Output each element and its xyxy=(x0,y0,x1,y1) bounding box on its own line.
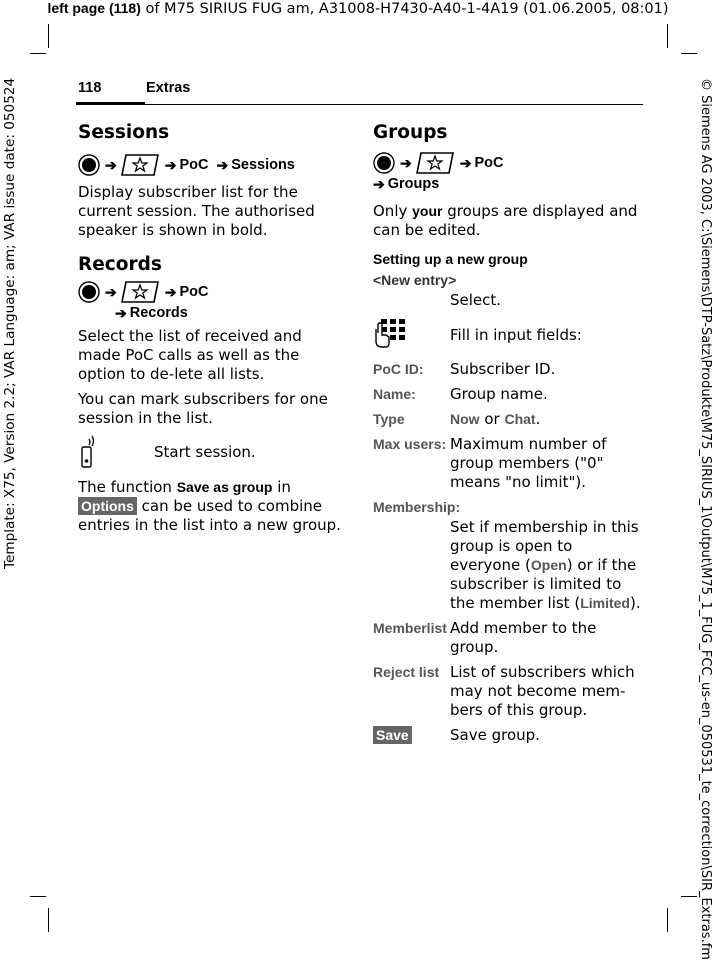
arrow-icon: ➔ xyxy=(164,283,177,300)
right-column xyxy=(373,122,643,745)
template-margin-text: Template: X75, Version 2.2; VAR Language: am; VAR issue date: 050524 xyxy=(2,77,18,569)
field-desc-name: Group name. xyxy=(450,385,548,403)
crop-mark xyxy=(667,908,668,932)
save-as-group-label: Save as group xyxy=(176,479,273,495)
call-key-text: Start session. xyxy=(154,442,256,461)
field-row-max-users xyxy=(373,435,643,492)
arrow-icon: ➔ xyxy=(115,304,127,321)
arrow-icon: ➔ xyxy=(216,156,229,173)
field-row-name xyxy=(373,385,643,404)
header-rule xyxy=(145,104,643,105)
field-desc-poc-id: Subscriber ID. xyxy=(450,360,556,378)
records-text-2: You can mark subscribers for one session in the list. xyxy=(78,390,328,427)
crop-mark xyxy=(681,896,697,897)
nav-groups: Groups xyxy=(387,175,440,192)
nav-poc: PoC xyxy=(179,156,209,173)
print-header-info: of M75 SIRIUS FUG am, A31008-H7430-A40-1-4A19 (01.06.2005, 08:01) xyxy=(140,1,669,17)
crop-mark xyxy=(30,53,46,54)
records-heading: Records xyxy=(78,254,162,275)
call-key-row xyxy=(78,434,343,470)
menu-star-icon xyxy=(415,151,455,175)
new-entry-label: <New entry> xyxy=(373,272,457,288)
field-row-save xyxy=(373,726,643,745)
field-row-poc-id xyxy=(373,360,643,379)
print-header xyxy=(0,0,716,17)
arrow-icon: ➔ xyxy=(105,283,117,300)
field-desc-save: Save group. xyxy=(450,726,540,744)
keypad-icon xyxy=(373,317,407,349)
arrow-icon: ➔ xyxy=(373,175,385,192)
template-margin-note xyxy=(0,24,22,569)
keypad-row xyxy=(373,318,643,352)
navigation-key-icon xyxy=(78,154,100,176)
copyright-margin-text: © Siemens AG 2003, C:\Siemens\DTP-Satz\Produkte\M75_SIRIUS_1\Output\M75_1_FUG_FCC_us-en_050531_te_correction\SIR_Extras.fm xyxy=(698,78,713,960)
save-as-group-text: The function Save as group in Options can be used to combine entries in the list into a new group. xyxy=(78,478,341,534)
header-rule-thick xyxy=(76,102,145,105)
navigation-key-icon xyxy=(78,281,100,303)
field-label-reject-list: Reject list xyxy=(373,664,440,680)
records-nav-path xyxy=(78,281,343,323)
groups-nav-path xyxy=(373,152,643,194)
section-title: Extras xyxy=(146,80,191,96)
sessions-text: Display subscriber list for the current session. The authorised speaker is shown in bold. xyxy=(78,183,315,239)
crop-mark xyxy=(48,908,49,932)
setup-group-heading: Setting up a new group xyxy=(373,251,528,267)
field-desc-memberlist: Add member to the group. xyxy=(450,619,597,656)
arrow-icon: ➔ xyxy=(105,156,117,173)
select-row xyxy=(373,291,643,310)
print-header-page: left page (118) xyxy=(47,0,141,16)
options-softkey: Options xyxy=(78,497,137,515)
call-key-icon xyxy=(78,435,154,469)
menu-star-icon xyxy=(120,280,160,304)
crop-mark xyxy=(681,53,697,54)
field-label-max-users: Max users: xyxy=(373,436,447,452)
field-desc-membership: Set if membership in this group is open to everyone (Open) or if the subscriber is limited to the member list (Limited). xyxy=(450,518,641,612)
field-row-type xyxy=(373,410,643,429)
arrow-icon: ➔ xyxy=(400,154,412,171)
sessions-heading: Sessions xyxy=(78,122,170,143)
field-desc-reject-list: List of subscribers which may not become mem-bers of this group. xyxy=(450,663,635,719)
nav-sessions: Sessions xyxy=(231,156,295,173)
field-label-memberlist: Memberlist xyxy=(373,620,447,636)
field-row-memberlist xyxy=(373,619,643,657)
navigation-key-icon xyxy=(373,152,395,174)
arrow-icon: ➔ xyxy=(459,154,472,171)
arrow-icon: ➔ xyxy=(164,156,177,173)
save-softkey: Save xyxy=(373,726,412,744)
crop-mark xyxy=(48,24,49,48)
groups-intro-emphasis: your xyxy=(412,203,443,219)
field-row-membership xyxy=(373,518,643,613)
menu-star-icon xyxy=(120,153,160,177)
field-desc-max-users: Maximum number of group members ("0" means "no limit"). xyxy=(450,435,607,491)
field-label-membership: Membership: xyxy=(373,499,461,515)
fill-fields-text: Fill in input fields: xyxy=(450,325,582,344)
sessions-nav-path xyxy=(78,152,343,178)
field-label-poc-id: PoC ID: xyxy=(373,361,424,377)
records-text-1: Select the list of received and made PoC calls as well as the option to de-lete all lists. xyxy=(78,327,302,383)
nav-records: Records xyxy=(129,304,188,321)
field-desc-type: Now or Chat. xyxy=(450,410,541,428)
left-column xyxy=(78,122,343,535)
crop-mark xyxy=(30,896,46,897)
nav-poc: PoC xyxy=(179,283,209,300)
crop-mark xyxy=(667,24,668,48)
field-row-reject-list xyxy=(373,663,643,720)
field-label-name: Name: xyxy=(373,386,416,402)
groups-intro: Only your groups are displayed and can be edited. xyxy=(373,202,638,239)
page-number: 118 xyxy=(78,80,102,96)
copyright-margin-note xyxy=(694,78,716,958)
select-text: Select. xyxy=(450,291,502,309)
nav-poc: PoC xyxy=(474,154,504,171)
field-label-type: Type xyxy=(373,411,405,427)
groups-heading: Groups xyxy=(373,122,448,143)
